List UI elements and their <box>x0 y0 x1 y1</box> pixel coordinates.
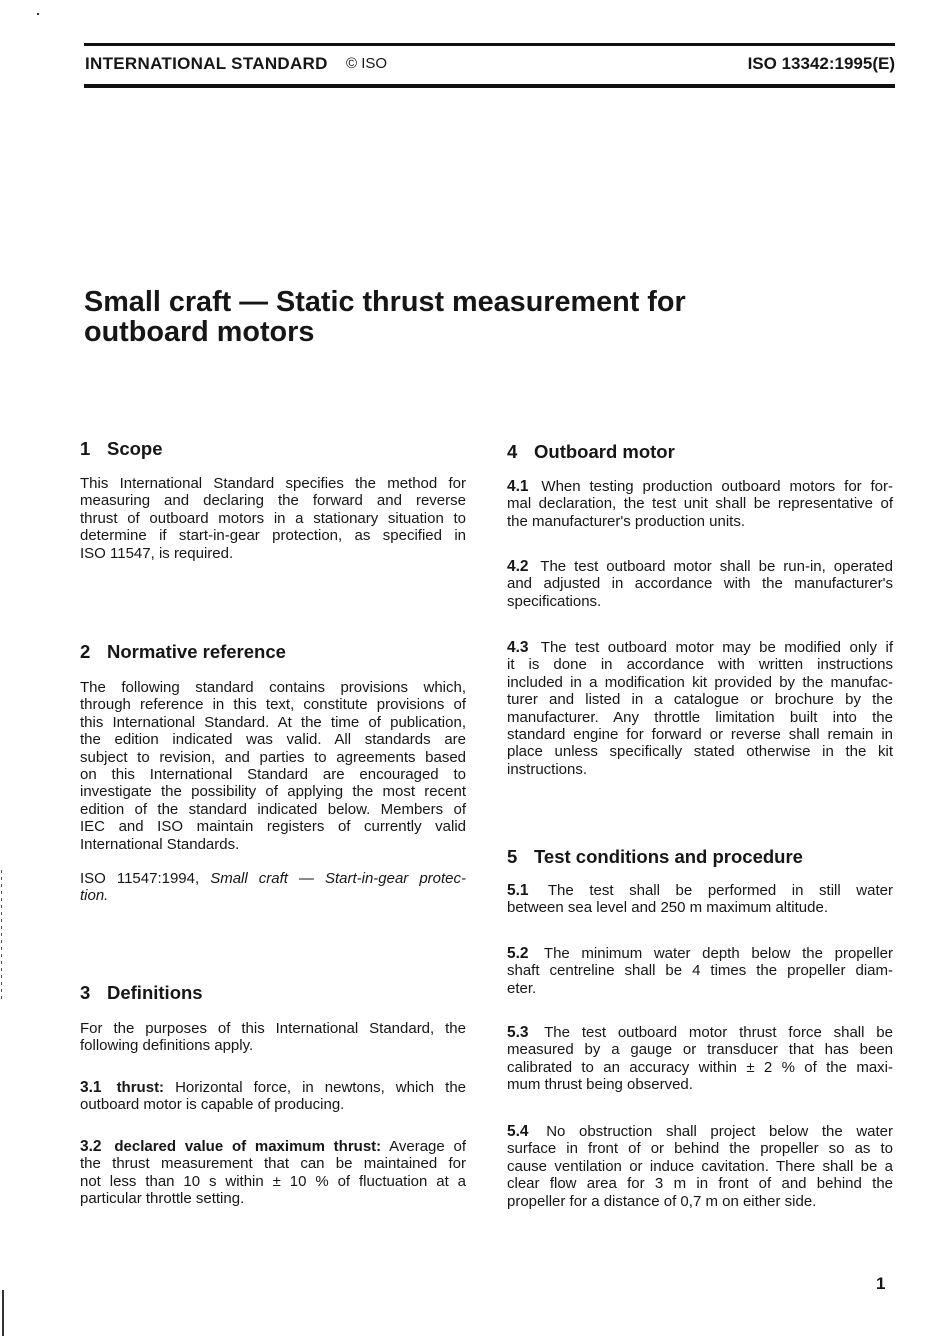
text-line: shaft centreline shall be 4 times the propeller diam- <box>507 962 893 980</box>
clause-number: 3.2 <box>80 1138 102 1155</box>
clause-continuation <box>507 1140 893 1210</box>
section-title: Scope <box>107 438 163 459</box>
text-line: propeller for a distance of 0,7 m on either side. <box>507 1192 817 1210</box>
clause-text: The test outboard motor may be modified only if <box>540 639 893 656</box>
definition-text: Average of <box>389 1138 467 1155</box>
clause-number: 5.1 <box>507 882 529 899</box>
clause-number: 5.4 <box>507 1123 529 1140</box>
text-line: For the purposes of this International Standard, the <box>80 1020 466 1037</box>
text-line: mal declaration, the test unit shall be representative of <box>507 495 893 513</box>
text-line: measuring and declaring the forward and reverse <box>80 492 466 510</box>
clause-text: The minimum water depth below the propeller <box>543 945 893 962</box>
document-title <box>84 287 686 347</box>
copyright-notice: © ISO <box>346 55 388 72</box>
text-line: standard engine for forward or reverse shall remain in <box>507 726 893 744</box>
text-line: through reference in this text, constitute provisions of <box>80 696 466 714</box>
text-line: between sea level and 250 m maximum altitude. <box>507 899 829 917</box>
section-number: 4 <box>507 441 518 462</box>
definition-text: Horizontal force, in newtons, which the <box>175 1079 466 1096</box>
text-line: the thrust measurement that can be maintained for <box>80 1155 466 1173</box>
clause-number: 3.1 <box>80 1079 102 1096</box>
clause-continuation <box>507 899 893 916</box>
definition-continuation <box>80 1155 466 1207</box>
title-line: outboard motors <box>84 316 315 348</box>
title-line: Small craft — Static thrust measurement for <box>84 286 686 318</box>
text-line: subject to revision, and parties to agreements based <box>80 748 466 766</box>
section-heading-scope <box>80 438 163 460</box>
header-bottom-rule <box>84 84 895 88</box>
defined-term: declared value of maximum thrust: <box>114 1138 382 1155</box>
text-line <box>507 1024 893 1041</box>
clause-5-3 <box>507 1024 893 1094</box>
section-heading-test-conditions <box>507 846 803 868</box>
text-line: on this International Standard are encouraged to <box>80 766 466 784</box>
text-line: turer and listed in a catalogue or brochure by the <box>507 691 893 709</box>
clause-number: 4.1 <box>507 478 529 495</box>
section-title: Outboard motor <box>534 441 675 462</box>
clause-number: 5.2 <box>507 945 529 962</box>
text-line: manufacturer. Any throttle limitation built into the <box>507 708 893 726</box>
text-line: the edition indicated was valid. All standards are <box>80 731 466 749</box>
header-top-rule <box>84 43 895 46</box>
reference-title-continuation: tion. <box>80 887 109 905</box>
text-line: determine if start-in-gear protection, as specified in <box>80 527 466 545</box>
clause-number: 5.3 <box>507 1024 529 1041</box>
text-line: surface in front of or behind the propeller so as to <box>507 1140 893 1158</box>
text-line: ISO 11547, is required. <box>80 544 234 562</box>
clause-5-2 <box>507 945 893 997</box>
text-line: mum thrust being observed. <box>507 1076 693 1094</box>
text-line: investigate the possibility of applying the most recent <box>80 783 466 801</box>
text-line: eter. <box>507 979 537 997</box>
reference-title: Small craft — Start-in-gear protec- <box>210 870 467 887</box>
text-line <box>507 558 893 575</box>
section-title: Test conditions and procedure <box>534 846 803 867</box>
clause-4-3 <box>507 639 893 778</box>
section-number: 2 <box>80 641 91 662</box>
text-line: edition of the standard indicated below. Members of <box>80 800 466 818</box>
clause-4-1 <box>507 478 893 530</box>
text-line: place unless specifically stated otherwise in the kit <box>507 743 893 761</box>
clause-text: When testing production outboard motors for for- <box>541 478 894 495</box>
clause-continuation <box>507 656 893 778</box>
text-line: this International Standard. At the time of publication, <box>80 713 466 731</box>
text-line <box>80 1079 466 1096</box>
clause-text: The test outboard motor shall be run-in, operated <box>540 558 893 575</box>
section-number: 1 <box>80 438 91 459</box>
clause-number: 4.2 <box>507 558 529 575</box>
reference-code: ISO 11547:1994, <box>80 870 200 887</box>
scan-edge-mark <box>1 870 2 1000</box>
definition-3-1 <box>80 1079 466 1114</box>
page-number: 1 <box>876 1274 886 1293</box>
text-line: clear flow area for 3 m in front of and behind the <box>507 1175 893 1193</box>
document-reference: ISO 13342:1995(E) <box>747 54 895 73</box>
clause-5-1 <box>507 882 893 917</box>
text-line: IEC and ISO maintain registers of currently valid <box>80 818 466 836</box>
definition-continuation <box>80 1096 466 1113</box>
text-line <box>507 639 893 656</box>
text-line: specifications. <box>507 592 602 610</box>
scan-speck <box>37 13 39 15</box>
text-line: cause ventilation or induce cavitation. There shall be a <box>507 1157 893 1175</box>
section-title: Normative reference <box>107 641 286 662</box>
text-line <box>507 1123 893 1140</box>
clause-5-4 <box>507 1123 893 1210</box>
definition-3-2 <box>80 1138 466 1208</box>
clause-continuation <box>507 575 893 610</box>
defined-term: thrust: <box>116 1079 165 1096</box>
scope-paragraph <box>80 475 466 562</box>
text-line: not less than 10 s within ± 10 % of fluctuation at a <box>80 1172 466 1190</box>
section-heading-definitions <box>80 982 203 1004</box>
text-line: and adjusted in accordance with the manufacturer's <box>507 575 893 593</box>
clause-text: The test outboard motor thrust force shall be <box>544 1024 893 1041</box>
text-line: outboard motor is capable of producing. <box>80 1096 345 1114</box>
text-line: included in a modification kit provided by the manufac- <box>507 673 893 691</box>
text-line <box>80 870 466 887</box>
text-line: instructions. <box>507 760 588 778</box>
clause-continuation <box>507 962 893 997</box>
section-title: Definitions <box>107 982 203 1003</box>
clause-continuation <box>507 495 893 530</box>
text-line: International Standards. <box>80 835 240 853</box>
document-type: INTERNATIONAL STANDARD <box>85 54 328 73</box>
text-line: measured by a gauge or transducer that has been <box>507 1041 893 1059</box>
text-line: following definitions apply. <box>80 1037 254 1055</box>
text-line: The following standard contains provisions which, <box>80 679 466 696</box>
clause-text: No obstruction shall project below the water <box>546 1123 894 1140</box>
text-line: thrust of outboard motors in a stationary situation to <box>80 509 466 527</box>
text-line <box>507 945 893 962</box>
definitions-intro <box>80 1020 466 1055</box>
text-line: it is done in accordance with written instructions <box>507 656 893 674</box>
section-heading-outboard-motor <box>507 441 675 463</box>
normative-reference-paragraph <box>80 679 466 853</box>
clause-continuation <box>507 1041 893 1093</box>
clause-4-2 <box>507 558 893 610</box>
scan-edge-mark <box>2 1290 4 1336</box>
text-line <box>507 478 893 495</box>
text-line <box>80 1138 466 1155</box>
clause-number: 4.3 <box>507 639 529 656</box>
text-line: calibrated to an accuracy within ± 2 % of the maxi- <box>507 1058 893 1076</box>
clause-text: The test shall be performed in still water <box>547 882 893 899</box>
text-line: This International Standard specifies the method for <box>80 475 466 492</box>
section-heading-normative-reference <box>80 641 286 663</box>
section-number: 3 <box>80 982 91 1003</box>
text-line <box>507 882 893 899</box>
section-number: 5 <box>507 846 518 867</box>
text-line: particular throttle setting. <box>80 1190 245 1208</box>
text-line: the manufacturer's production units. <box>507 512 745 530</box>
referenced-standard <box>80 870 466 905</box>
